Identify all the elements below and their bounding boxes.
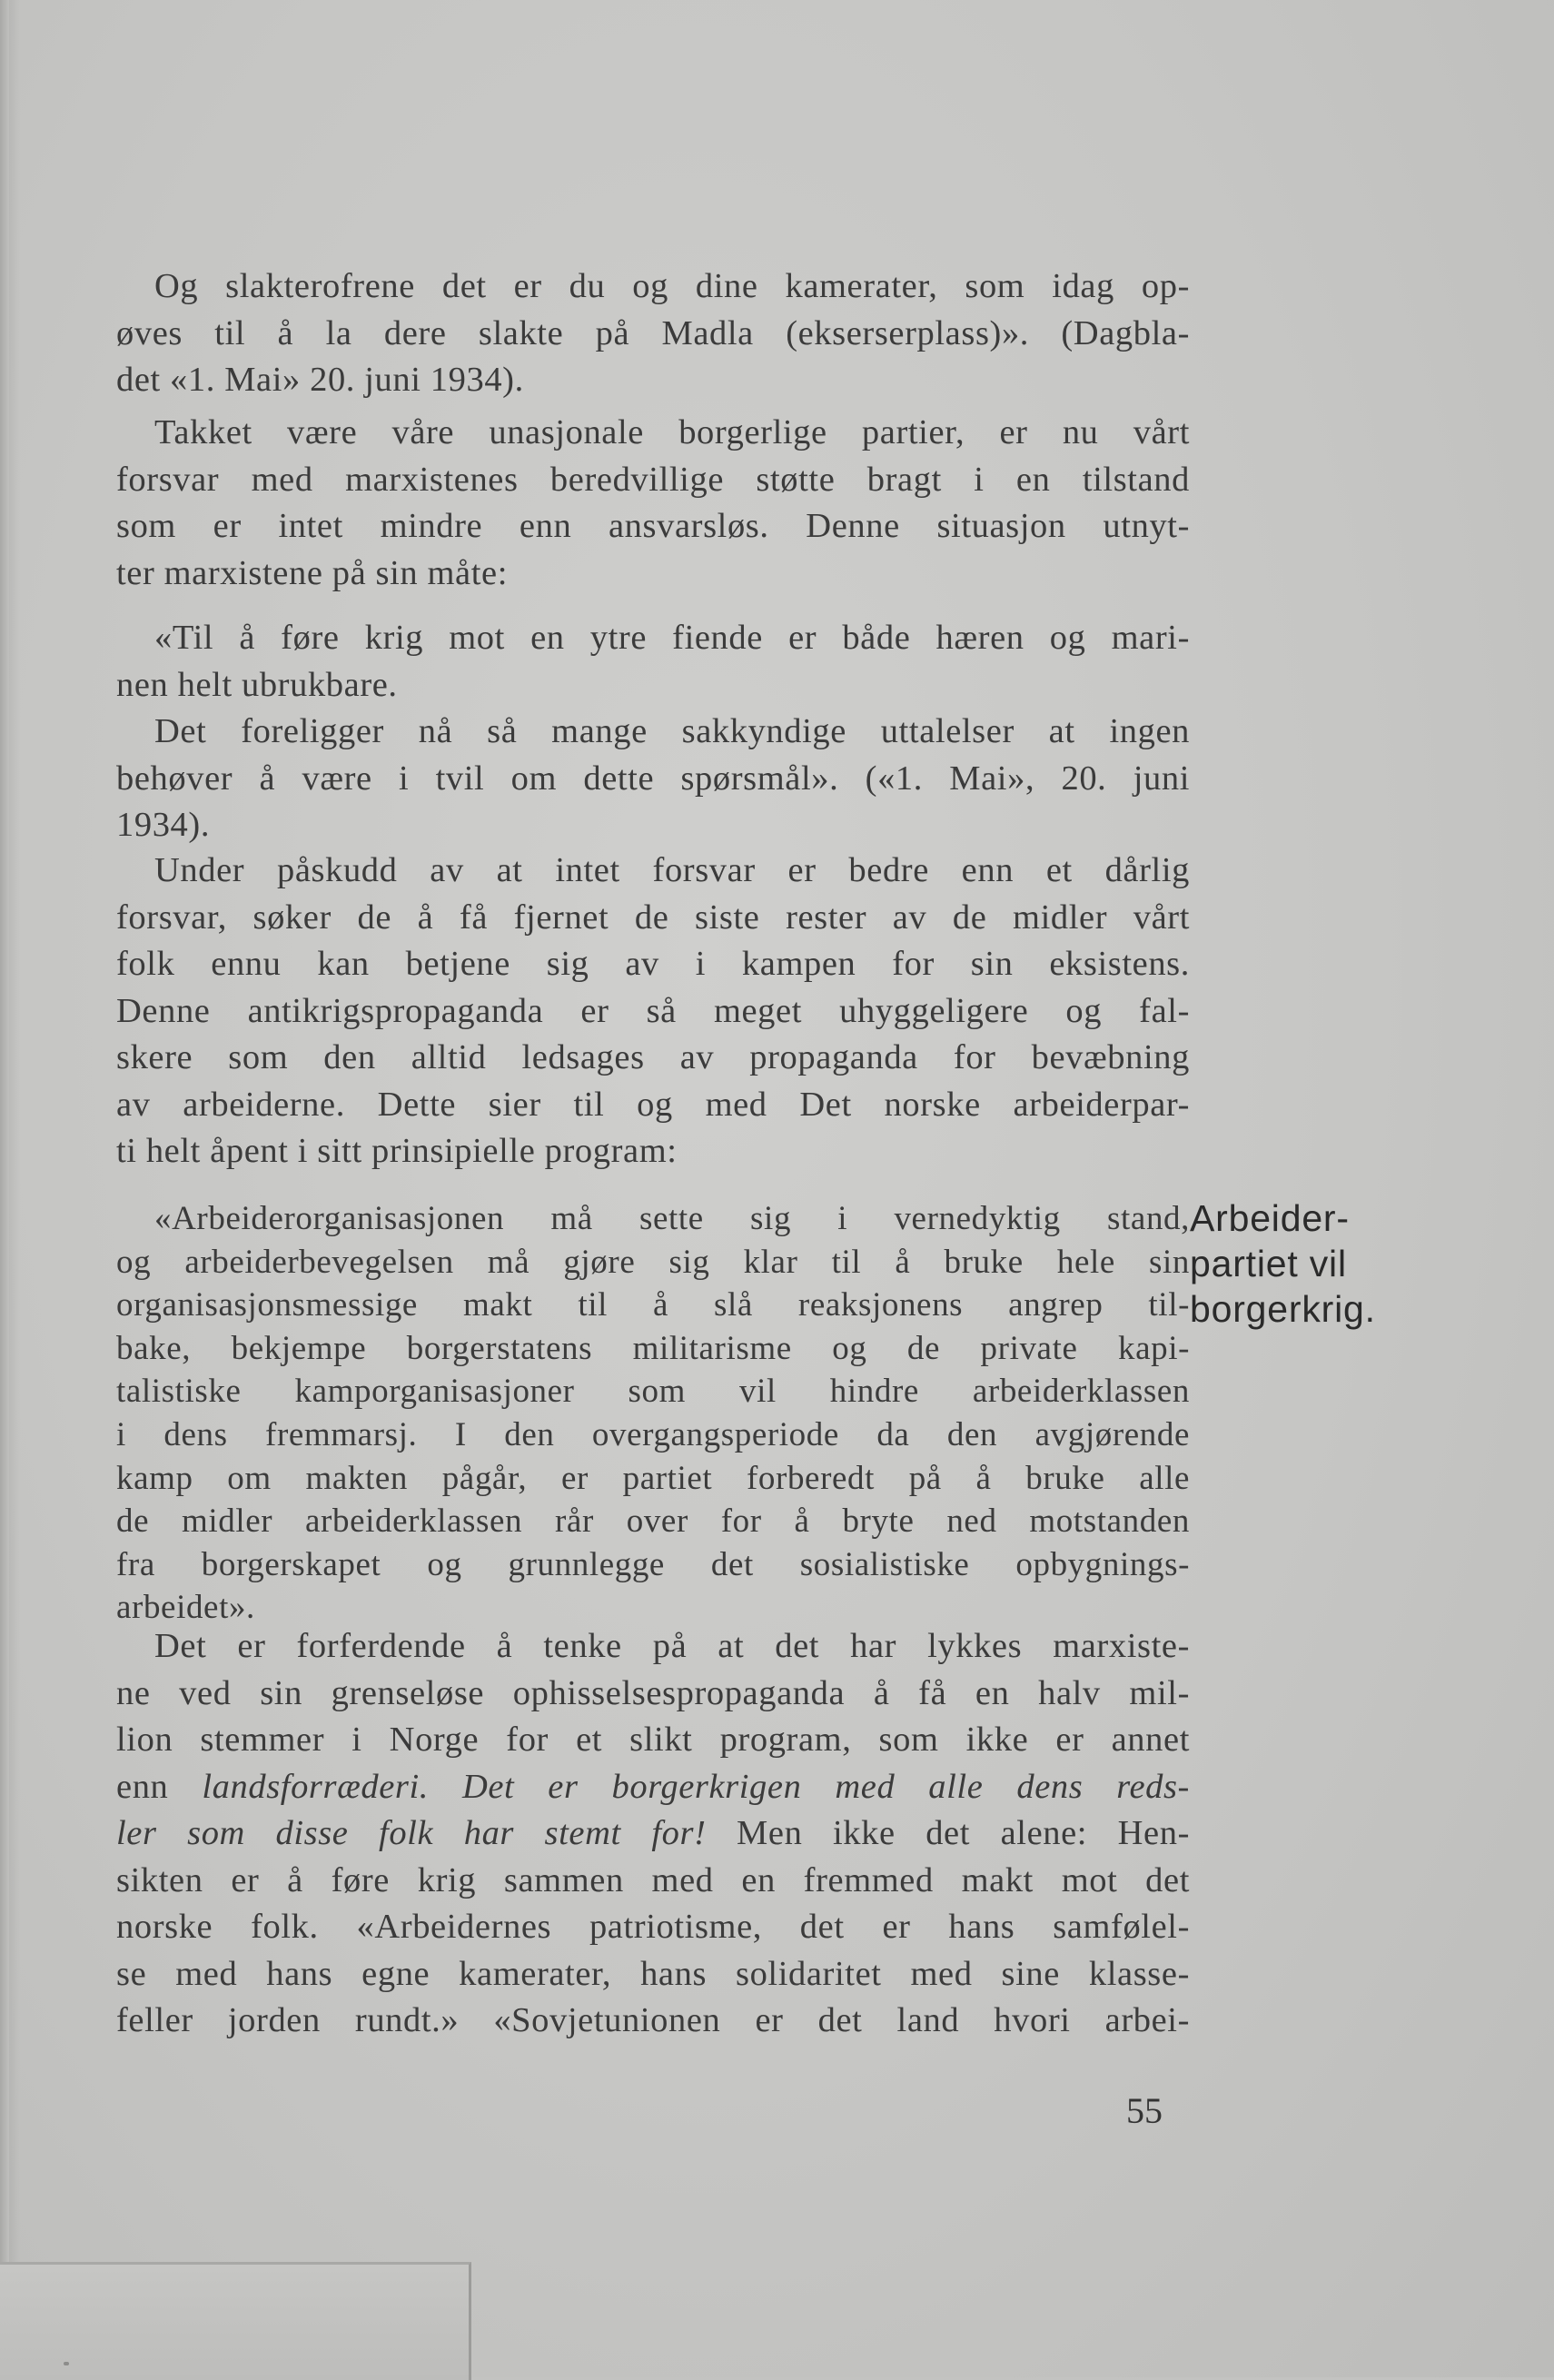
scan-artifact-box <box>0 2262 471 2380</box>
text-line: norske folk. «Arbeidernes patriotisme, det er hans samfølel- <box>116 1908 1190 1946</box>
text-line: lion stemmer i Norge for et slikt program, som ikke er annet <box>116 1721 1190 1759</box>
text-line: som er intet mindre enn ansvarsløs. Denne situasjon utnyt- <box>116 507 1190 545</box>
text-line: arbeidet». <box>116 1589 255 1627</box>
paragraph-3 <box>116 615 1190 849</box>
italic-emphasis: landsforræderi. Det er borgerkrigen med alle dens reds- <box>202 1767 1190 1806</box>
italic-emphasis: ler som disse folk har stemt for! <box>116 1814 707 1852</box>
text-line: Takket være våre unasjonale borgerlige partier, er nu vårt <box>154 413 1190 451</box>
text-line: skere som den alltid ledsages av propaganda for bevæbning <box>116 1038 1190 1076</box>
text-line: ne ved sin grenseløse ophisselsespropaganda å få en halv mil- <box>116 1673 1190 1712</box>
text-line: øves til å la dere slakte på Madla (ekserserplass)». (Dagbla- <box>116 313 1190 352</box>
text-line: Denne antikrigspropaganda er så meget uhyggeligere og fal- <box>116 991 1190 1030</box>
text-line: nen helt ubrukbare. <box>116 665 398 704</box>
text-line: bake, bekjempe borgerstatens militarisme og de private kapi- <box>116 1329 1190 1367</box>
margin-sidenote <box>1190 1195 1426 1332</box>
text-line: organisasjonsmessige makt til å slå reaksjonens angrep til- <box>116 1286 1190 1324</box>
text-line: kamp om makten pågår, er partiet forberedt på å bruke alle <box>116 1459 1190 1497</box>
text-line: 1934). <box>116 806 211 844</box>
text-segment: Men ikke det alene: Hen- <box>706 1814 1190 1852</box>
text-line: og arbeiderbevegelsen må gjøre sig klar til å bruke hele sin <box>116 1243 1190 1281</box>
text-line: ter marxistene på sin måte: <box>116 553 508 592</box>
paragraph-6 <box>116 1623 1190 2045</box>
text-line: fra borgerskapet og grunnlegge det sosialistiske opbygnings- <box>116 1545 1190 1583</box>
page-binding-edge <box>0 0 9 2377</box>
text-line: Og slakterofrene det er du og dine kamerater, som idag op- <box>154 267 1190 305</box>
text-line: se med hans egne kamerater, hans solidaritet med sine klasse- <box>116 1954 1190 1993</box>
sidenote-line: partiet vil <box>1190 1243 1347 1284</box>
text-line: Under påskudd av at intet forsvar er bedre enn et dårlig <box>154 851 1190 889</box>
text-segment: enn <box>116 1767 203 1806</box>
text-line: Det er forferdende å tenke på at det har lykkes marxiste- <box>154 1627 1190 1665</box>
text-line: i dens fremmarsj. I den overgangsperiode da den avgjørende <box>116 1415 1190 1453</box>
sidenote-line: borgerkrig. <box>1190 1288 1376 1330</box>
text-line: ti helt åpent i sitt prinsipielle program: <box>116 1132 678 1170</box>
text-line: behøver å være i tvil om dette spørsmål». («1. Mai», 20. juni <box>116 759 1190 798</box>
text-line: talistiske kamporganisasjoner som vil hindre arbeiderklassen <box>116 1373 1190 1411</box>
text-line: det «1. Mai» 20. juni 1934). <box>116 361 524 399</box>
text-line: «Til å føre krig mot en ytre fiende er både hæren og mari- <box>154 619 1190 657</box>
sidenote-line: Arbeider- <box>1190 1197 1350 1239</box>
text-line: av arbeiderne. Dette sier til og med Det norske arbeiderpar- <box>116 1085 1190 1124</box>
text-line: feller jorden rundt.» «Sovjetunionen er det land hvori arbei- <box>116 2001 1190 2039</box>
text-line: de midler arbeiderklassen rår over for å bryte ned motstanden <box>116 1502 1190 1541</box>
scan-speck <box>64 2362 69 2365</box>
paragraph-1 <box>116 263 1190 404</box>
text-line: folk ennu kan betjene sig av i kampen for sin eksistens. <box>116 945 1190 983</box>
text-line: «Arbeiderorganisasjonen må sette sig i vernedyktig stand, <box>154 1200 1190 1237</box>
page-number: 55 <box>1126 2090 1163 2131</box>
text-line: forsvar med marxistenes beredvillige støtte bragt i en tilstand <box>116 460 1190 499</box>
text-line: sikten er å føre krig sammen med en fremmed makt mot det <box>116 1860 1190 1899</box>
text-line: forsvar, søker de å få fjernet de siste rester av de midler vårt <box>116 897 1190 937</box>
text-line-mixed <box>116 1810 1190 1858</box>
text-line: Det foreligger nå så mange sakkyndige uttalelser at ingen <box>154 712 1190 750</box>
paragraph-5-quote <box>116 1197 1190 1630</box>
text-line-mixed <box>116 1764 1190 1811</box>
paragraph-2 <box>116 410 1190 597</box>
paragraph-4 <box>116 848 1190 1175</box>
